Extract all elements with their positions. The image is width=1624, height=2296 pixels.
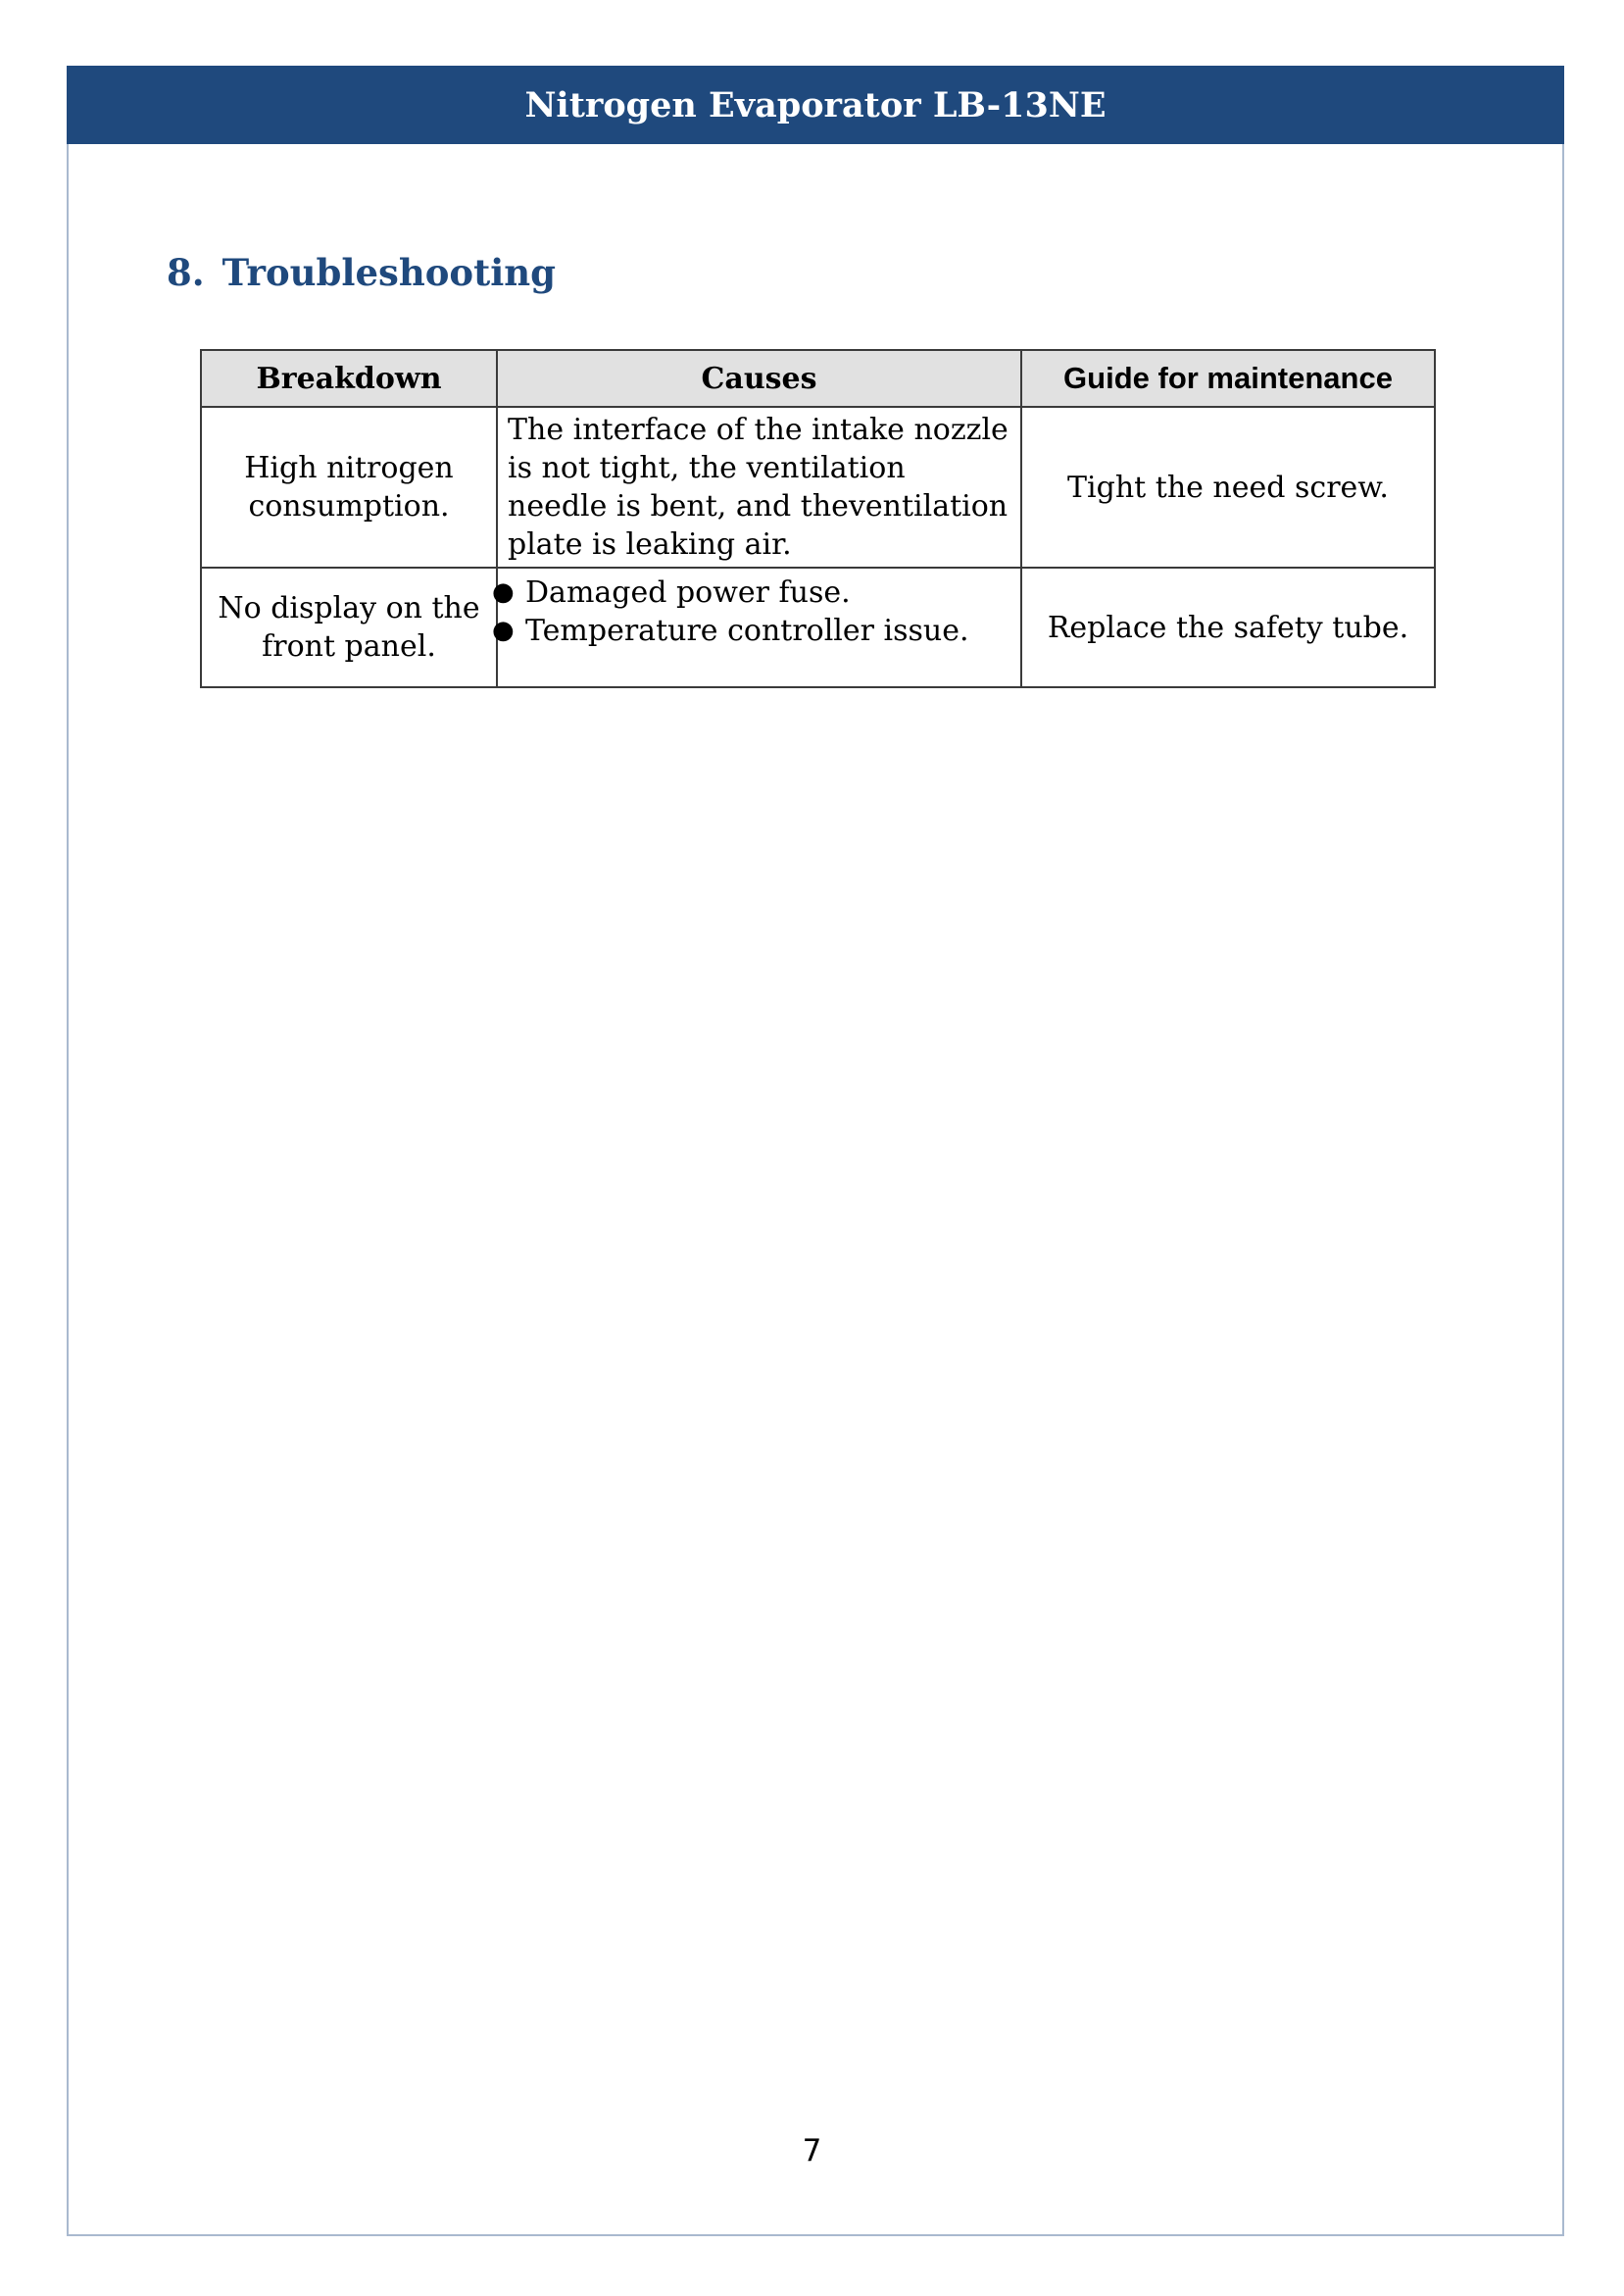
table-header-row bbox=[201, 350, 1435, 407]
list-item bbox=[492, 574, 1010, 612]
causes-cell bbox=[492, 568, 1021, 687]
guide-cell bbox=[1021, 407, 1435, 568]
header-causes: Causes bbox=[497, 350, 1021, 407]
page-number: 7 bbox=[802, 2133, 822, 2169]
section-number: 8. bbox=[167, 251, 205, 294]
breakdown-cell bbox=[201, 568, 497, 687]
causes-text: The interface of the intake nozzle is not tight, the ventilation needle is bent, and theventilation plate is leaking air. bbox=[508, 413, 1009, 562]
breakdown-cell bbox=[201, 407, 497, 568]
guide-cell bbox=[1021, 568, 1435, 687]
breakdown-text: No display on the front panel. bbox=[218, 591, 480, 664]
header-guide: Guide for maintenance bbox=[1021, 350, 1435, 407]
breakdown-text: High nitrogen consumption. bbox=[244, 451, 454, 524]
bullet-icon: ● bbox=[492, 616, 515, 645]
table-row bbox=[201, 568, 1435, 687]
list-item bbox=[492, 612, 1010, 650]
cause-item-text: Damaged power fuse. bbox=[525, 575, 851, 610]
header-breakdown: Breakdown bbox=[201, 350, 497, 407]
section-heading bbox=[167, 251, 556, 294]
guide-text: Replace the safety tube. bbox=[1047, 610, 1409, 645]
cause-item-text: Temperature controller issue. bbox=[525, 614, 969, 648]
guide-text: Tight the need screw. bbox=[1067, 470, 1389, 505]
section-title: Troubleshooting bbox=[221, 251, 557, 294]
table-row bbox=[201, 407, 1435, 568]
causes-cell bbox=[497, 407, 1021, 568]
bullet-icon: ● bbox=[492, 577, 515, 607]
header-title: Nitrogen Evaporator LB-13NE bbox=[524, 84, 1107, 125]
header-bar bbox=[67, 66, 1564, 144]
causes-list bbox=[492, 574, 1010, 650]
troubleshooting-table bbox=[200, 349, 1436, 688]
